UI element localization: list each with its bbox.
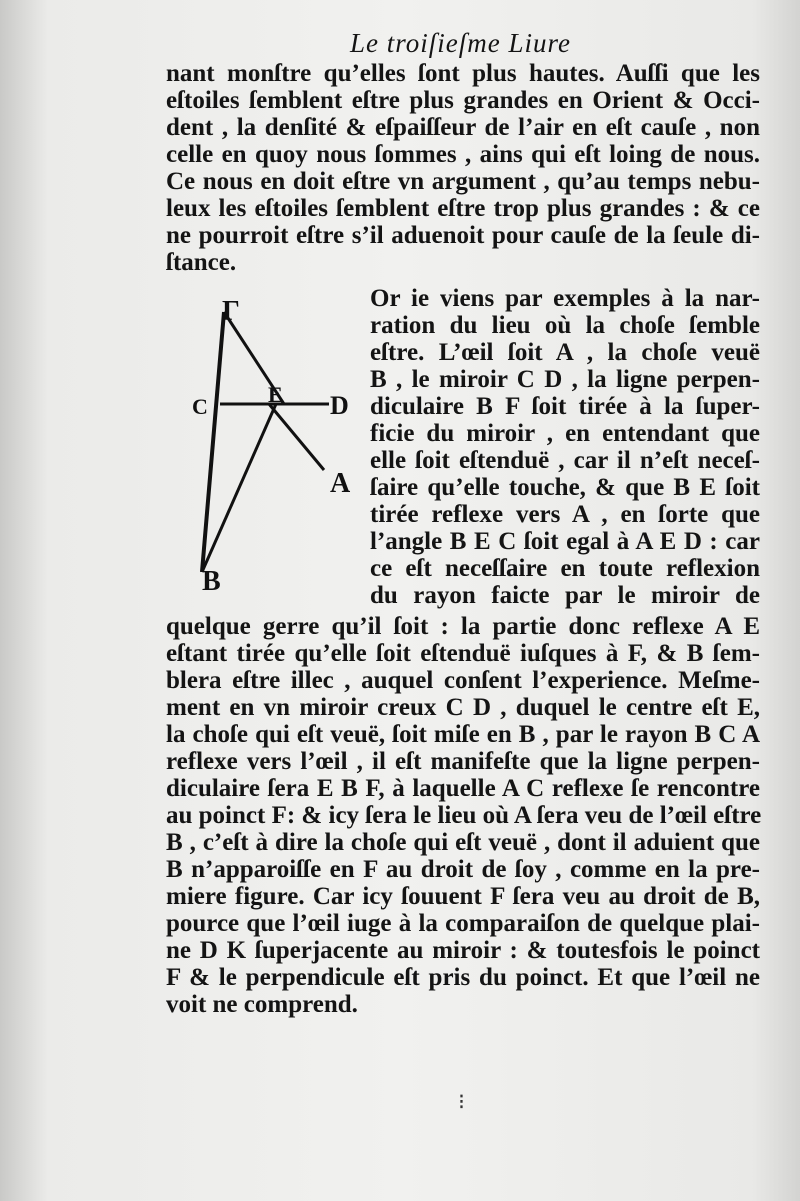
text-line: au poinct F: & icy ſera le lieu où A ſera veu de l’œil eſtre [166, 802, 762, 829]
text-line: pource que l’œil iuge à la comparaiſon de quelque plai- [166, 910, 760, 937]
text-line: voit ne comprend. [166, 991, 358, 1018]
text-line: ſaire qu’elle touche, & que B E ſoit [370, 474, 760, 501]
label-a: A [330, 468, 351, 499]
printer-mark: ⁝ [458, 1090, 465, 1115]
text-line: du rayon faicte par le miroir de [370, 582, 760, 609]
text-line: Or ie viens par exemples à la nar- [370, 285, 760, 312]
text-line: ce eſt neceſſaire en toute reflexion [370, 555, 760, 582]
text-line: ment en vn miroir creux C D , duquel le centre eſt E, [166, 694, 760, 721]
text-line: la choſe qui eſt veuë, ſoit miſe en B , par le rayon B C A [166, 721, 760, 748]
text-line: nant monſtre qu’elles ſont plus hautes. Auſſi que les [166, 60, 760, 87]
text-line: blera eſtre illec , auquel conſent l’experience. Meſme- [166, 667, 760, 694]
mirror-diagram-svg [184, 292, 374, 602]
text-line: B , le miroir C D , la ligne perpen- [370, 366, 760, 393]
mirror-diagram [184, 292, 374, 602]
label-gamma: Γ [222, 296, 240, 327]
text-line: tirée reflexe vers A , en ſorte que [370, 501, 760, 528]
text-line: miere figure. Car icy ſouuent F ſera veu au droit de B, [166, 883, 760, 910]
text-line: l’angle B E C ſoit egal à A E D : car [370, 528, 760, 555]
text-line: F & le perpendicule eſt pris du poinct. Et que l’œil ne [166, 964, 760, 991]
text-line: ficie du miroir , en entendant que [370, 420, 760, 447]
text-line: eſtant tirée qu’elle ſoit eſtenduë iuſques à F, & B ſem- [166, 640, 760, 667]
label-b: B [202, 566, 221, 597]
paragraph-top [166, 60, 760, 276]
text-line: elle ſoit eſtenduë , car il n’eſt neceſ- [370, 447, 760, 474]
text-line: eſtoiles ſemblent eſtre plus grandes en Orient & Occi- [166, 87, 760, 114]
text-line: B n’apparoiſſe en F au droit de ſoy , comme en la pre- [166, 856, 760, 883]
text-line: B , c’eſt à dire la choſe qui eſt veuë , dont il aduient que [166, 829, 760, 856]
text-line: eſtre. L’œil ſoit A , la choſe veuë [370, 339, 760, 366]
label-c: C [192, 394, 208, 419]
text-line: dent , la denſité & eſpaiſſeur de l’air en eſt cauſe , non [166, 114, 760, 141]
text-line: diculaire B F ſoit tirée à la ſuper- [370, 393, 760, 420]
text-line: quelque gerre qu’il ſoit : la partie donc reflexe A E [166, 613, 760, 640]
text-line: ſtance. [166, 249, 237, 276]
text-line: reflexe vers l’œil , il eſt manifeſte que la ligne perpen- [166, 748, 760, 775]
label-e: E [268, 382, 283, 407]
text-line: ne D K ſuperjacente au miroir : & toutesfois le poinct [166, 937, 760, 964]
text-line: celle en quoy nous ſommes , ains qui eſt loing de nous. [166, 141, 760, 168]
text-line: ne pourroit eſtre s’il aduenoit pour cauſe de la ſeule di- [166, 222, 760, 249]
text-line: diculaire ſera E B F, à laquelle A C reflexe ſe rencontre [166, 775, 760, 802]
running-title: Le troiſieſme Liure [350, 28, 571, 58]
paragraph-side [370, 285, 760, 609]
text-line: Ce nous en doit eſtre vn argument , qu’au temps nebu- [166, 168, 760, 195]
paragraph-bottom [166, 613, 760, 1018]
reflex-ray-line [269, 404, 324, 470]
text-line: leux les eſtoiles ſemblent eſtre trop plus grandes : & ce [166, 195, 760, 222]
text-line: ration du lieu où la choſe ſemble [370, 312, 760, 339]
label-d: D [330, 391, 349, 420]
